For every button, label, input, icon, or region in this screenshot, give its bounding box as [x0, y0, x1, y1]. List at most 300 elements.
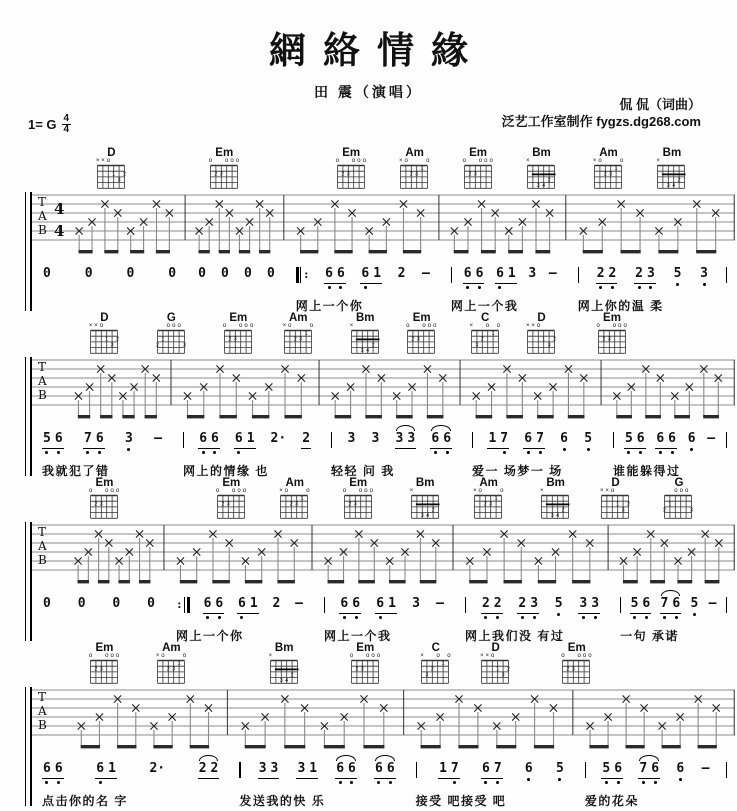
- svg-text:4: 4: [284, 678, 288, 685]
- svg-text:1: 1: [112, 171, 116, 178]
- low-octave-dot: [478, 286, 481, 289]
- barline: [239, 762, 240, 778]
- lyrics-measure: 网上一个你: [175, 629, 244, 643]
- chord-name: G: [166, 312, 176, 324]
- note-group: [375, 597, 397, 614]
- chord-open-mute-marks: o o o o: [561, 653, 592, 659]
- chord-name: Am: [599, 147, 618, 159]
- chord-diagram: [220, 313, 256, 360]
- chord-open-mute-marks: ×: [540, 488, 544, 494]
- svg-text:2: 2: [341, 171, 344, 178]
- low-octave-dot: [496, 616, 499, 619]
- lyrics-measure: 网上一个我: [323, 629, 392, 643]
- chord-diagram: [277, 478, 313, 525]
- note: 1: [373, 266, 382, 281]
- svg-text:3: 3: [420, 513, 424, 520]
- note: 7: [536, 432, 544, 446]
- note: –: [154, 431, 162, 446]
- svg-text:3: 3: [501, 672, 505, 679]
- note: 2: [635, 267, 643, 281]
- note: 3: [700, 267, 708, 281]
- svg-text:A: A: [38, 704, 47, 718]
- svg-text:3: 3: [475, 342, 478, 349]
- note: 1: [507, 266, 516, 281]
- note-group: [583, 432, 593, 448]
- note-group: [126, 267, 136, 283]
- low-octave-dot: [127, 448, 130, 451]
- note-group: [517, 597, 539, 614]
- note-group: [435, 597, 445, 613]
- svg-text:3: 3: [99, 501, 103, 508]
- note-group: [495, 267, 517, 284]
- svg-text:2: 2: [602, 336, 605, 343]
- barline: [324, 597, 325, 613]
- note: 6: [656, 432, 664, 446]
- chord-diagram: [280, 313, 316, 360]
- chord-name: Bm: [355, 312, 375, 324]
- notation-measure: [171, 430, 319, 456]
- note-group: [559, 432, 569, 448]
- svg-text:2: 2: [678, 177, 681, 184]
- svg-text:4: 4: [556, 513, 560, 520]
- note-group: [481, 597, 503, 614]
- low-octave-dot: [638, 286, 641, 289]
- svg-text:4: 4: [54, 200, 65, 218]
- chord-diagram: [266, 643, 302, 690]
- jianpu-notation-row: [30, 430, 735, 456]
- chord-diagram: [213, 478, 249, 525]
- svg-text:3: 3: [489, 501, 493, 508]
- chord-grid: [349, 329, 382, 355]
- chord-open-mute-marks: ×: [409, 488, 414, 494]
- lyrics-row: [30, 792, 735, 810]
- note: 6: [43, 762, 51, 776]
- note: 2: [210, 761, 219, 776]
- note-group: [701, 762, 711, 778]
- svg-text:1: 1: [441, 661, 445, 667]
- chord-open-mute-marks: ×: [656, 158, 660, 164]
- low-octave-dot: [521, 616, 524, 619]
- note-group: [487, 432, 509, 449]
- svg-text:2: 2: [411, 336, 415, 343]
- note: 3: [647, 267, 655, 281]
- chord-diagram: [340, 478, 376, 525]
- low-octave-dot: [389, 781, 392, 784]
- low-octave-dot: [639, 451, 642, 454]
- tab-system: [30, 643, 735, 810]
- chord-grid: [155, 659, 188, 685]
- note: 2·: [149, 761, 166, 776]
- chord-name: Em: [349, 477, 368, 489]
- note: 0: [221, 266, 229, 281]
- svg-text:T: T: [38, 690, 47, 704]
- notation-measure: [573, 760, 735, 786]
- chord-name: Am: [405, 147, 424, 159]
- svg-text:3: 3: [609, 171, 613, 178]
- note-group: [197, 267, 207, 283]
- chord-name: Em: [215, 147, 234, 159]
- note: 6: [235, 432, 243, 446]
- svg-text:3: 3: [226, 501, 230, 508]
- svg-text:3: 3: [117, 177, 121, 184]
- svg-text:2: 2: [123, 171, 126, 178]
- chord-open-mute-marks: o o o o: [222, 323, 254, 329]
- chord-open-mute-marks: × o o: [155, 653, 187, 659]
- note: 5: [555, 597, 563, 611]
- chord-grid: [525, 164, 558, 190]
- note: 5: [631, 597, 639, 611]
- note-group: [438, 762, 460, 779]
- svg-text:1: 1: [105, 336, 108, 343]
- low-octave-dot: [654, 781, 657, 784]
- lyrics-measure: 爱一 场梦一 场: [472, 464, 563, 478]
- svg-text:1: 1: [494, 496, 498, 502]
- chord-grid: [462, 164, 495, 190]
- barline: [578, 267, 579, 283]
- note-group: [237, 597, 259, 614]
- note-group: [527, 267, 537, 283]
- notation-measure: [284, 265, 439, 291]
- chord-name: G: [674, 477, 684, 489]
- note: 7: [84, 432, 92, 446]
- svg-text:2: 2: [166, 666, 170, 673]
- low-octave-dot: [350, 781, 353, 784]
- chord-open-mute-marks: o o o o: [335, 158, 366, 164]
- note-group: [699, 267, 709, 283]
- jianpu-notation-row: [30, 595, 735, 621]
- low-octave-dot: [364, 286, 367, 289]
- chord-name: Em: [95, 642, 114, 654]
- notation-measure: [30, 760, 227, 786]
- chord-diagram: [478, 643, 514, 690]
- low-octave-dot: [206, 616, 209, 619]
- note: –: [707, 431, 716, 446]
- tab-system: [30, 478, 735, 645]
- chord-row: [30, 148, 735, 192]
- chord-grid: [95, 164, 128, 190]
- chord-grid: [560, 659, 593, 685]
- note-group: [243, 267, 253, 283]
- note: 6: [336, 762, 344, 776]
- low-octave-dot: [343, 616, 346, 619]
- svg-text:2: 2: [410, 171, 413, 178]
- chord-name: Em: [95, 477, 114, 489]
- lyrics-measure: 网上我们没 有过: [464, 629, 565, 643]
- note: 0: [112, 596, 121, 611]
- svg-text:3: 3: [473, 171, 477, 178]
- svg-text:3: 3: [295, 501, 299, 508]
- note: 7: [494, 762, 502, 776]
- svg-text:1: 1: [668, 501, 672, 508]
- svg-text:3: 3: [360, 348, 364, 355]
- chord-grid: [349, 659, 382, 685]
- system-left-barline: [25, 357, 32, 476]
- note: 1: [488, 431, 497, 446]
- svg-text:3: 3: [219, 171, 223, 178]
- note: 5: [674, 267, 682, 281]
- low-octave-dot: [663, 616, 666, 619]
- low-octave-dot: [339, 781, 342, 784]
- note: 2: [272, 596, 281, 611]
- note: 6: [340, 597, 348, 611]
- svg-text:3: 3: [353, 501, 357, 508]
- chord-grid: [278, 494, 311, 520]
- note-group: [198, 432, 220, 449]
- note-group: [675, 762, 685, 778]
- low-octave-dot: [558, 778, 561, 781]
- low-octave-dot: [676, 283, 679, 286]
- svg-text:3: 3: [536, 183, 540, 190]
- chord-grid: [409, 494, 442, 520]
- low-octave-dot: [703, 283, 706, 286]
- chord-open-mute-marks: × o o: [469, 323, 500, 329]
- note-group: [673, 267, 683, 283]
- svg-text:T: T: [38, 360, 47, 374]
- chord-name: Bm: [532, 147, 551, 159]
- low-octave-dot: [213, 451, 216, 454]
- note: 6: [637, 432, 645, 446]
- tab-staff-wrap: [30, 192, 735, 262]
- svg-text:3: 3: [299, 336, 302, 343]
- note-group: [523, 432, 545, 449]
- note-group: [294, 597, 304, 613]
- note: 6: [199, 432, 207, 446]
- svg-text:A: A: [38, 374, 47, 388]
- note-group: [524, 762, 534, 778]
- low-octave-dot: [594, 616, 597, 619]
- chord-open-mute-marks: o o o o: [462, 158, 493, 164]
- svg-text:1: 1: [614, 166, 618, 172]
- tab-staff-wrap: [30, 522, 735, 592]
- notation-measure: [601, 430, 735, 456]
- low-octave-dot: [466, 286, 469, 289]
- note-group: [634, 267, 656, 284]
- low-octave-dot: [527, 451, 530, 454]
- svg-text:3: 3: [415, 171, 419, 178]
- note: 3: [395, 431, 404, 446]
- chord-open-mute-marks: o o o o: [88, 653, 120, 659]
- chord-name: Bm: [274, 642, 294, 654]
- chord-row: [30, 313, 735, 357]
- note: 6: [614, 762, 622, 776]
- note-group: [153, 432, 163, 448]
- chord-open-mute-marks: × o o: [399, 158, 430, 164]
- chord-name: Bm: [415, 477, 435, 489]
- note: 6: [352, 597, 360, 611]
- note: 2: [198, 761, 207, 776]
- chord-name: Em: [567, 642, 586, 654]
- chord-grid: [405, 329, 438, 355]
- chord-diagram: [467, 313, 503, 360]
- note: 6: [337, 267, 345, 281]
- note: –: [436, 596, 444, 611]
- note: –: [422, 266, 430, 281]
- low-octave-dot: [503, 451, 506, 454]
- svg-text:3: 3: [417, 336, 420, 343]
- chord-name: Bm: [546, 477, 565, 489]
- note: 6: [96, 432, 104, 446]
- chord-open-mute-marks: × × o: [525, 323, 541, 329]
- notation-measure: [404, 760, 573, 786]
- note: 5: [625, 432, 633, 446]
- chord-diagram: [86, 313, 122, 360]
- key-label: 1= G: [28, 117, 57, 132]
- svg-text:1: 1: [177, 661, 181, 667]
- chord-open-mute-marks: ×: [268, 653, 273, 659]
- note-group: [146, 597, 156, 613]
- note-group: [395, 432, 417, 449]
- note: 6: [361, 267, 369, 281]
- chord-name: Am: [285, 477, 305, 489]
- chord-diagram: [86, 478, 122, 525]
- notation-measure: [227, 760, 403, 786]
- low-octave-dot: [633, 616, 636, 619]
- note: 1: [388, 596, 396, 611]
- lyrics-measure: 谁能躲得过: [613, 464, 681, 478]
- note-group: [655, 432, 677, 449]
- low-octave-dot: [377, 781, 380, 784]
- barline: [726, 597, 727, 613]
- note: –: [708, 596, 717, 611]
- chord-grid: [215, 494, 248, 520]
- notation-measure: [312, 595, 453, 621]
- low-octave-dot: [98, 451, 101, 454]
- note: –: [548, 266, 557, 281]
- chord-open-mute-marks: × o o: [420, 653, 451, 659]
- low-octave-dot: [57, 781, 60, 784]
- chord-diagram: [347, 313, 383, 360]
- jianpu-notation-row: [30, 760, 735, 786]
- chord-name: Em: [229, 312, 248, 324]
- note-group: [370, 432, 380, 448]
- note: 6: [524, 432, 532, 446]
- low-octave-dot: [218, 616, 221, 619]
- chord-name: D: [107, 147, 116, 159]
- lyrics-measure: 接受 吧接受 吧: [415, 794, 507, 808]
- svg-text:3: 3: [182, 342, 186, 349]
- chord-diagram: [538, 478, 574, 525]
- chord-open-mute-marks: o o o o: [88, 488, 120, 494]
- chord-name: Em: [412, 312, 431, 324]
- low-octave-dot: [484, 616, 487, 619]
- low-octave-dot: [659, 451, 662, 454]
- chord-diagram: [661, 478, 697, 525]
- low-octave-dot: [645, 616, 648, 619]
- svg-text:3: 3: [172, 666, 175, 673]
- chord-open-mute-marks: ×: [525, 158, 530, 164]
- note: 3: [579, 597, 587, 611]
- svg-text:1: 1: [542, 336, 546, 343]
- note: 6: [348, 762, 356, 776]
- tab-staff-wrap: [30, 687, 735, 757]
- chord-diagram: [93, 148, 129, 195]
- chord-diagram: [404, 313, 440, 360]
- chord-diagram: [407, 478, 443, 525]
- chord-grid: [155, 329, 188, 355]
- note-group: [42, 432, 64, 449]
- note: 6: [560, 432, 568, 446]
- note-group: [339, 597, 361, 614]
- note: 6: [325, 267, 333, 281]
- tab-staff-wrap: [30, 357, 735, 427]
- svg-text:2: 2: [603, 171, 607, 178]
- note: 6: [496, 267, 504, 281]
- low-octave-dot: [496, 781, 499, 784]
- note: 3: [258, 761, 267, 776]
- chord-name: Em: [356, 642, 375, 654]
- chord-grid: [342, 494, 375, 520]
- note: 5: [690, 597, 698, 611]
- note-group: [84, 267, 94, 283]
- note-group: [301, 432, 311, 449]
- svg-text:4: 4: [672, 183, 676, 190]
- low-octave-dot: [45, 781, 48, 784]
- svg-text:2: 2: [116, 336, 119, 343]
- chord-open-mute-marks: o o o o: [208, 158, 240, 164]
- tab-staff: [30, 357, 735, 427]
- note-group: [335, 762, 357, 779]
- system-left-barline: [25, 522, 32, 641]
- note: 3: [412, 596, 420, 611]
- svg-text:3: 3: [425, 672, 429, 679]
- chord-name: Em: [342, 147, 361, 159]
- chord-grid: [525, 329, 558, 355]
- svg-text:3: 3: [110, 342, 114, 349]
- note: 0: [126, 266, 135, 281]
- note: 1: [108, 761, 116, 776]
- chord-grid: [599, 494, 632, 520]
- low-octave-dot: [675, 616, 678, 619]
- chord-name: Em: [603, 312, 621, 324]
- note: 6: [211, 432, 219, 446]
- tab-staff: [30, 687, 735, 757]
- note: 2: [518, 597, 526, 611]
- note: 6: [672, 597, 680, 611]
- lyrics-measure: 网上一个你: [295, 299, 364, 313]
- low-octave-dot: [533, 616, 536, 619]
- note-group: [111, 597, 121, 613]
- note-group: [660, 597, 682, 614]
- barline: [331, 432, 332, 448]
- svg-text:2: 2: [431, 666, 434, 673]
- svg-text:A: A: [38, 539, 47, 553]
- note-group: [42, 762, 64, 779]
- notation-measure: [30, 595, 164, 621]
- chord-grid: [539, 494, 572, 520]
- note-group: [554, 597, 564, 613]
- notation-measure: [185, 265, 284, 291]
- note: 0: [77, 596, 86, 611]
- note: 6: [204, 597, 212, 611]
- note: 6: [464, 267, 472, 281]
- svg-text:2: 2: [290, 672, 294, 679]
- note-group: [708, 597, 718, 613]
- note-group: [346, 432, 356, 448]
- chord-open-mute-marks: o o o: [674, 488, 689, 494]
- chord-diagram: [153, 643, 189, 690]
- low-octave-dot: [434, 451, 437, 454]
- chord-diagram: [206, 148, 242, 195]
- chord-name: Bm: [662, 147, 682, 159]
- lyrics-measure: 网上你的温 柔: [577, 299, 664, 313]
- note: 7: [451, 762, 459, 776]
- chord-name: Em: [469, 147, 487, 159]
- note-group: [548, 267, 558, 283]
- lyrics-measure: 爱的花朵: [584, 794, 639, 808]
- svg-text:2: 2: [431, 507, 435, 514]
- svg-text:1: 1: [496, 666, 500, 673]
- svg-text:2: 2: [484, 501, 487, 508]
